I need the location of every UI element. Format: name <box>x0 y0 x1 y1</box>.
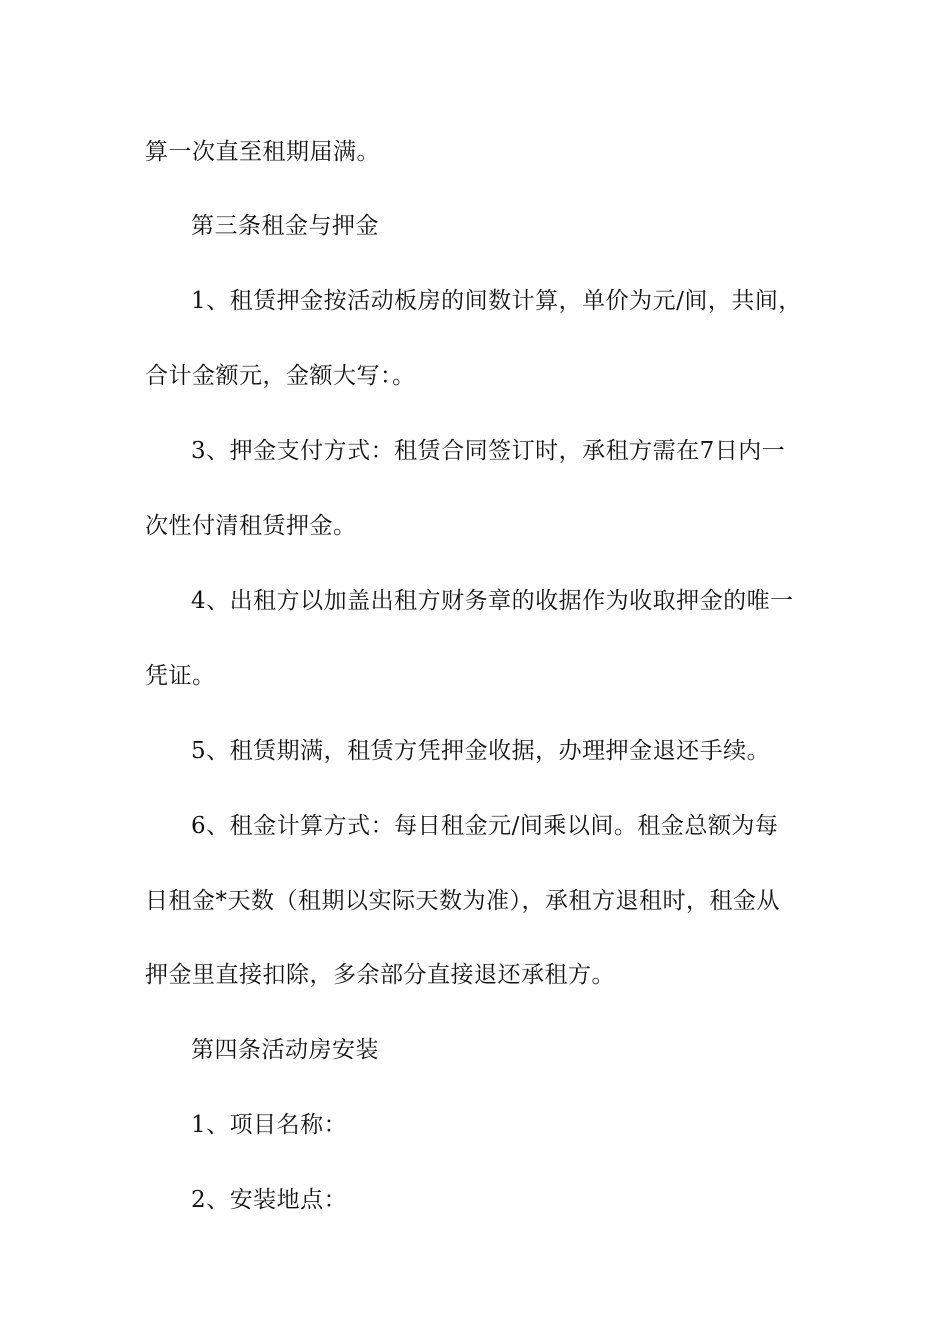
text-line: 次性付清租赁押金。 <box>145 513 357 539</box>
text-line: 合计金额元，金额大写：。 <box>145 363 416 389</box>
text-line: 日租金*天数（租期以实际天数为准），承租方退租时，租金从 <box>145 888 780 914</box>
text-line: 1、项目名称： <box>191 1112 348 1138</box>
section-heading: 第四条活动房安装 <box>191 1037 379 1063</box>
text-line: 3、押金支付方式：租赁合同签订时，承租方需在7日内一 <box>191 438 786 464</box>
text-line: 5、租赁期满，租赁方凭押金收据，办理押金退还手续。 <box>191 738 771 764</box>
text-line: 6、租金计算方式：每日租金元/间乘以间。租金总额为每 <box>191 813 779 839</box>
text-line: 2、安装地点： <box>191 1187 348 1213</box>
text-line: 1、租赁押金按活动板房的间数计算，单价为元/间，共间， <box>191 288 802 314</box>
section-heading: 第三条租金与押金 <box>191 213 379 239</box>
text-line: 押金里直接扣除，多余部分直接退还承租方。 <box>145 962 615 988</box>
text-line: 算一次直至租期届满。 <box>145 139 380 165</box>
text-line: 凭证。 <box>145 663 216 689</box>
text-line: 4、出租方以加盖出租方财务章的收据作为收取押金的唯一 <box>191 588 794 614</box>
